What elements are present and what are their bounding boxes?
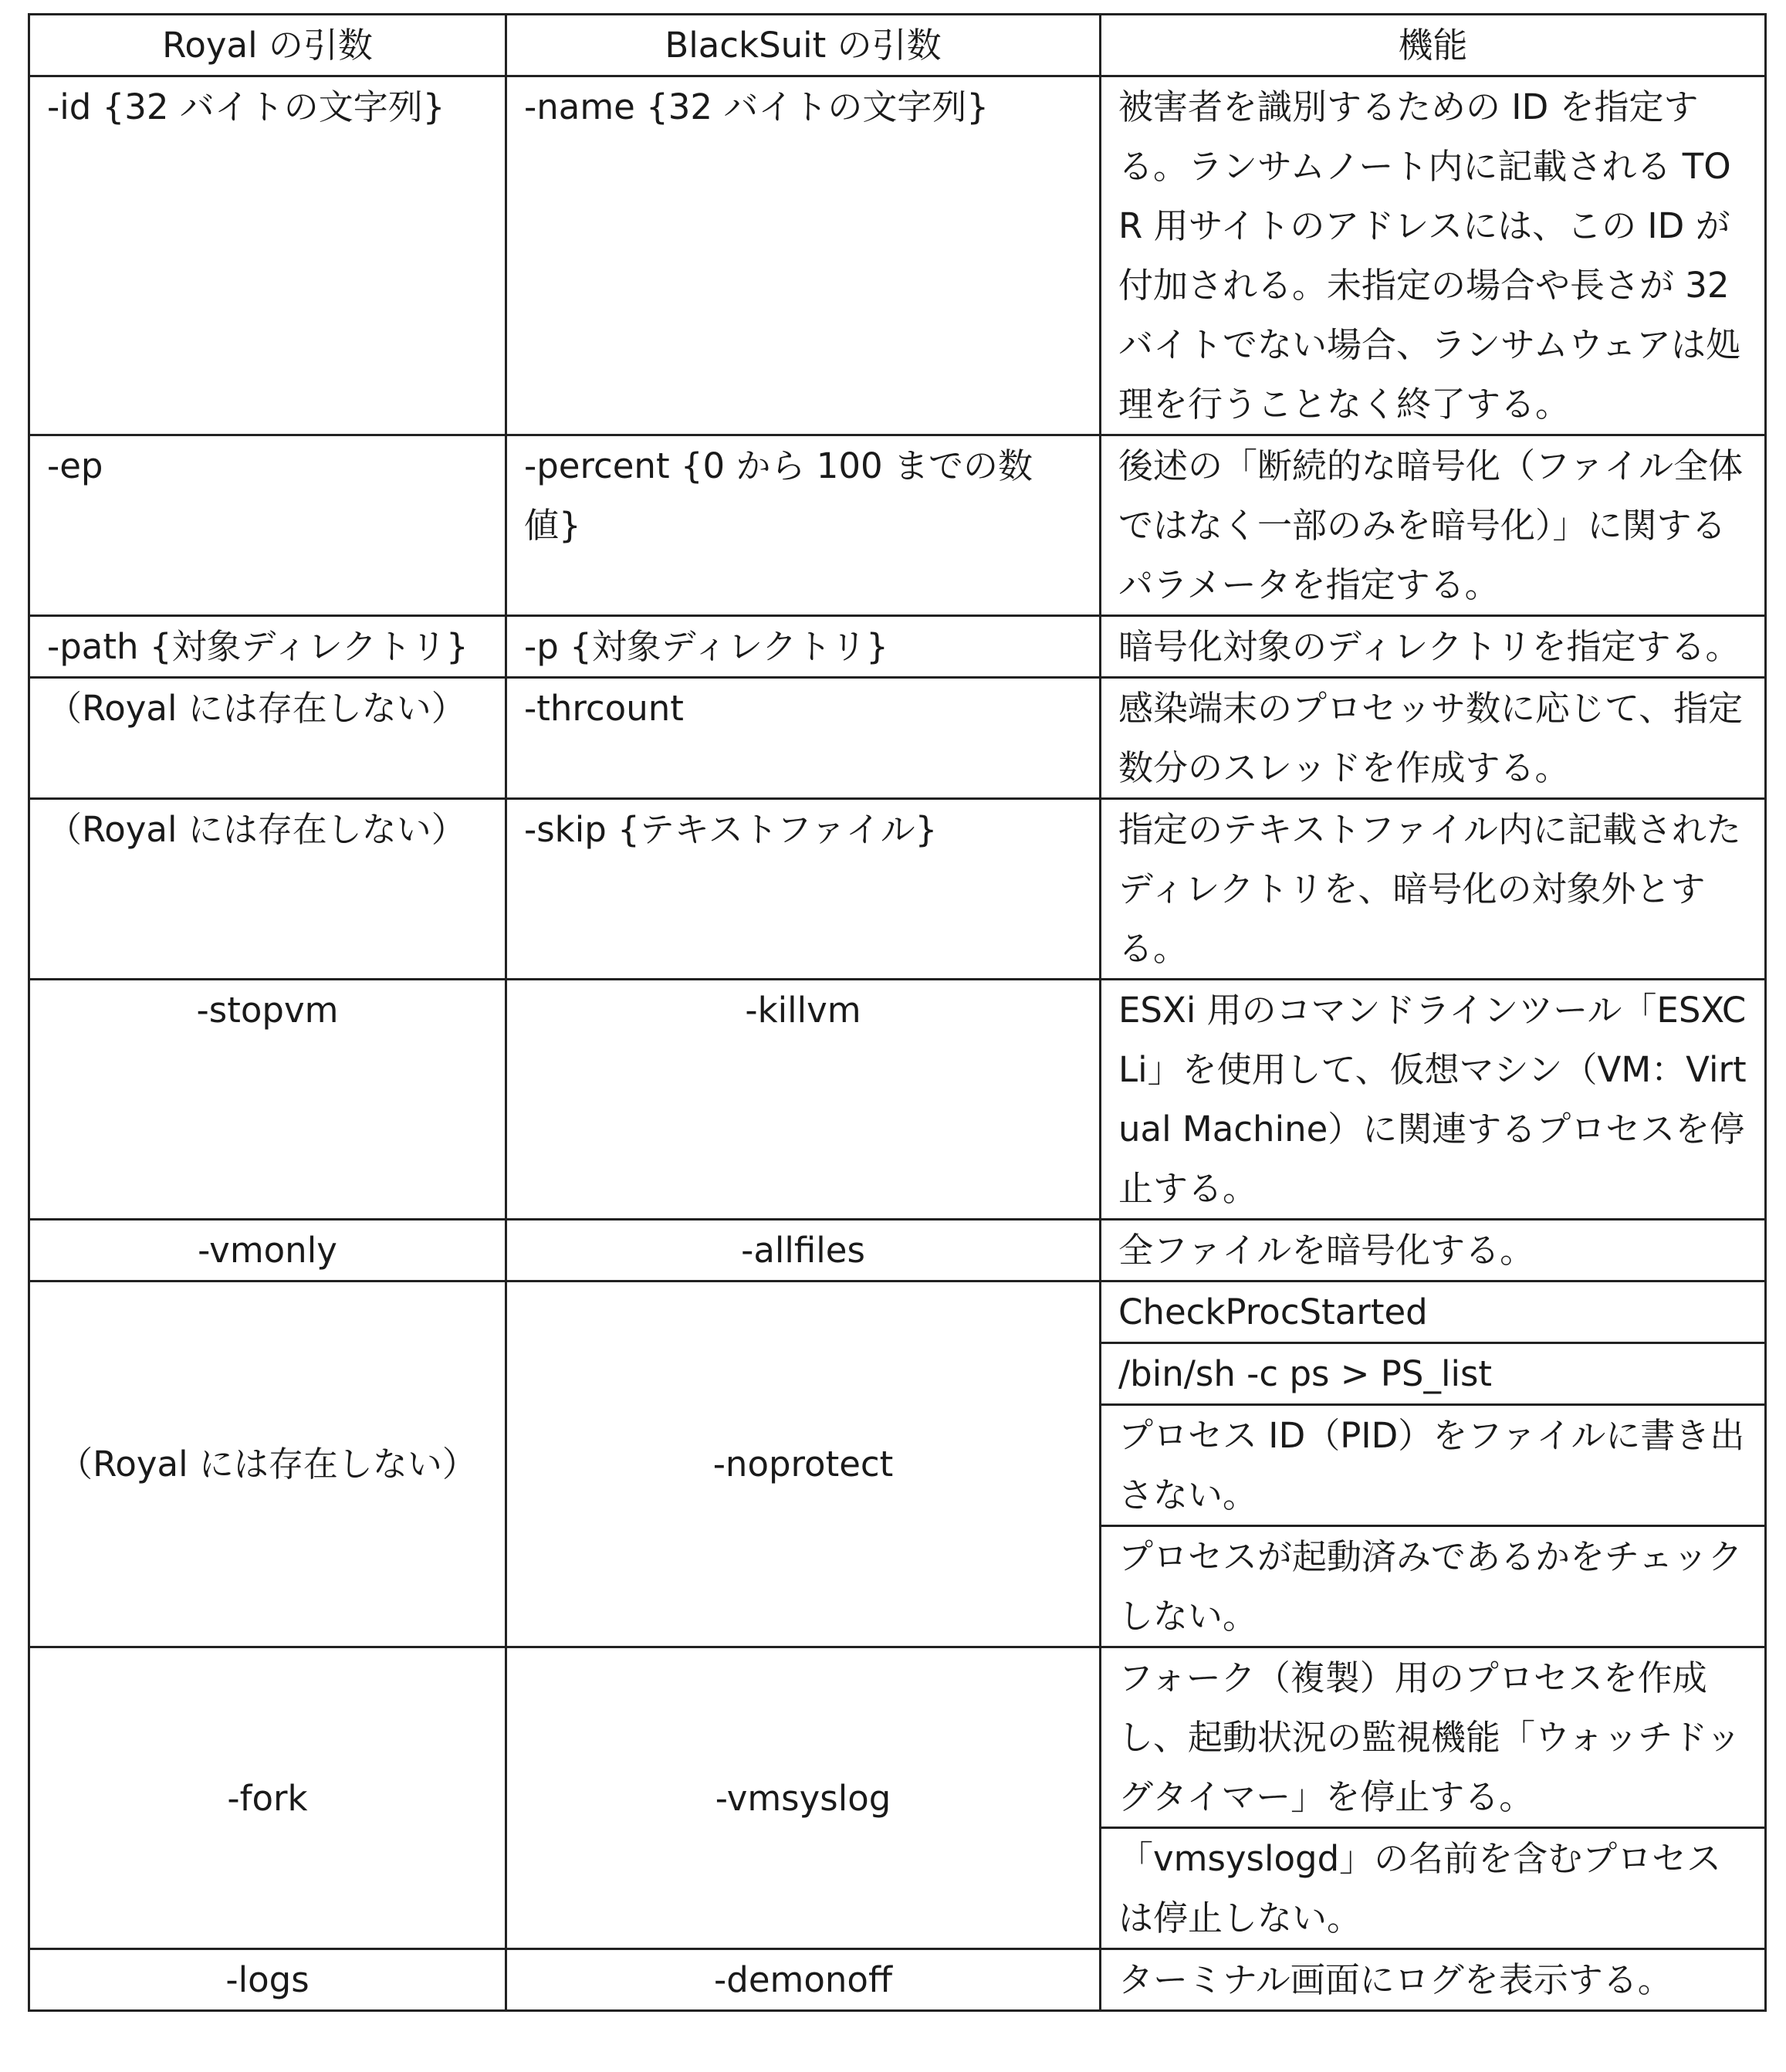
blacksuit-arg: -thrcount xyxy=(506,678,1101,799)
function-desc: 感染端末のプロセッサ数に応じて、指定数分のスレッドを作成する。 xyxy=(1101,678,1766,799)
argument-comparison-table xyxy=(28,13,1767,2012)
royal-arg: -vmonly xyxy=(29,1220,506,1281)
royal-arg: （Royal には存在しない） xyxy=(29,678,506,799)
blacksuit-arg: -noprotect xyxy=(506,1281,1101,1647)
royal-arg: -logs xyxy=(29,1949,506,2011)
function-desc: ESXi 用のコマンドラインツール「ESXCLi」を使用して、仮想マシン（VM：Virtual Machine）に関連するプロセスを停止する。 xyxy=(1101,980,1766,1220)
table-row xyxy=(29,1220,1766,1281)
function-desc: 指定のテキストファイル内に記載されたディレクトリを、暗号化の対象外とする。 xyxy=(1101,799,1766,980)
function-desc: /bin/sh -c ps > PS_list xyxy=(1101,1343,1766,1405)
royal-arg: -id {32 バイトの文字列} xyxy=(29,76,506,435)
blacksuit-arg: -demonoff xyxy=(506,1949,1101,2011)
table-row xyxy=(29,1281,1766,1343)
table-row xyxy=(29,76,1766,435)
blacksuit-arg: -name {32 バイトの文字列} xyxy=(506,76,1101,435)
royal-arg: （Royal には存在しない） xyxy=(29,799,506,980)
function-desc: プロセス ID（PID）をファイルに書き出さない。 xyxy=(1101,1405,1766,1526)
blacksuit-arg: -killvm xyxy=(506,980,1101,1220)
table-row xyxy=(29,1647,1766,1828)
function-desc: 「vmsyslogd」の名前を含むプロセスは停止しない。 xyxy=(1101,1828,1766,1949)
royal-arg: -stopvm xyxy=(29,980,506,1220)
function-desc: 被害者を識別するための ID を指定する。ランサムノート内に記載される TOR 用サイトのアドレスには、この ID が付加される。未指定の場合や長さが 32 バイトでない場合、ランサムウェアは処理を行うことなく終了する。 xyxy=(1101,76,1766,435)
header-royal: Royal の引数 xyxy=(29,15,506,76)
blacksuit-arg: -percent {0 から 100 までの数値} xyxy=(506,435,1101,616)
function-desc: CheckProcStarted xyxy=(1101,1281,1766,1343)
table-row xyxy=(29,435,1766,616)
royal-arg: （Royal には存在しない） xyxy=(29,1281,506,1647)
table-header-row xyxy=(29,15,1766,76)
header-function: 機能 xyxy=(1101,15,1766,76)
function-desc: フォーク（複製）用のプロセスを作成し、起動状況の監視機能「ウォッチドッグタイマー」を停止する。 xyxy=(1101,1647,1766,1828)
function-desc: 暗号化対象のディレクトリを指定する。 xyxy=(1101,616,1766,678)
header-blacksuit: BlackSuit の引数 xyxy=(506,15,1101,76)
royal-arg: -path {対象ディレクトリ} xyxy=(29,616,506,678)
royal-arg: -ep xyxy=(29,435,506,616)
blacksuit-arg: -allfiles xyxy=(506,1220,1101,1281)
function-desc: ターミナル画面にログを表示する。 xyxy=(1101,1949,1766,2011)
function-desc: プロセスが起動済みであるかをチェックしない。 xyxy=(1101,1526,1766,1647)
table-row xyxy=(29,616,1766,678)
table-row xyxy=(29,980,1766,1220)
function-desc: 後述の「断続的な暗号化（ファイル全体ではなく一部のみを暗号化）」に関するパラメータを指定する。 xyxy=(1101,435,1766,616)
blacksuit-arg: -skip {テキストファイル} xyxy=(506,799,1101,980)
royal-arg: -fork xyxy=(29,1647,506,1949)
table-row xyxy=(29,799,1766,980)
function-desc: 全ファイルを暗号化する。 xyxy=(1101,1220,1766,1281)
table-row xyxy=(29,678,1766,799)
blacksuit-arg: -p {対象ディレクトリ} xyxy=(506,616,1101,678)
blacksuit-arg: -vmsyslog xyxy=(506,1647,1101,1949)
table-row xyxy=(29,1949,1766,2011)
